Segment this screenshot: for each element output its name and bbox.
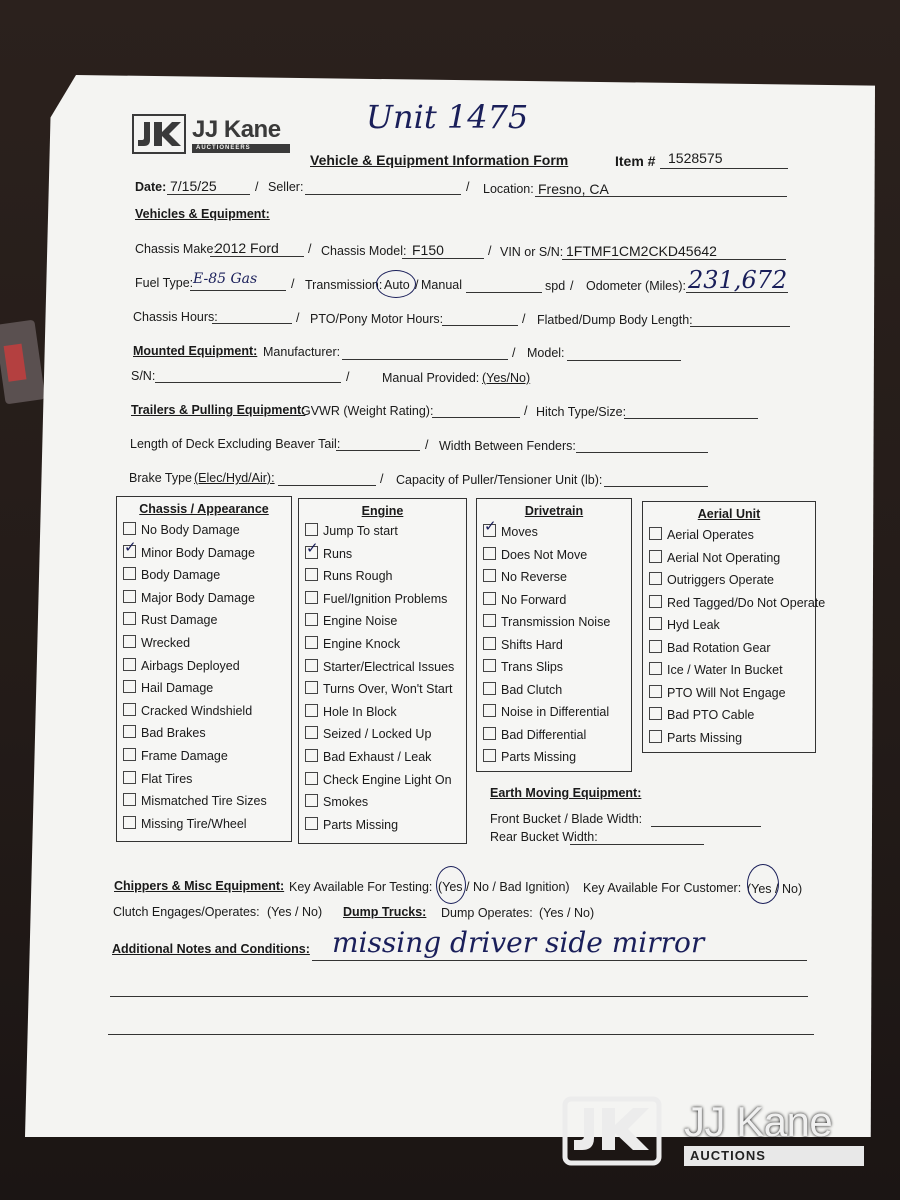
checkbox-item[interactable] — [483, 659, 563, 675]
chassis-model-value[interactable]: F150 — [412, 242, 444, 258]
checkbox-icon[interactable] — [123, 793, 136, 806]
transmission-label: Transmission: — [305, 278, 383, 292]
item-number[interactable]: 1528575 — [668, 150, 723, 166]
seller-label: Seller: — [268, 180, 304, 194]
checkbox-label: No Body Damage — [141, 523, 240, 537]
checkbox-label: Moves — [501, 525, 538, 539]
checkbox-item[interactable] — [123, 793, 267, 809]
checkbox-label: Outriggers Operate — [667, 573, 774, 587]
manual-provided-options[interactable]: (Yes/No) — [482, 371, 531, 385]
checkbox-label: Aerial Not Operating — [667, 550, 781, 565]
checkbox-item[interactable] — [649, 685, 786, 701]
checkbox-label: Bad Brakes — [141, 726, 206, 741]
aerial-unit-box — [642, 501, 826, 753]
clutch-label: Clutch Engages/Operates: — [113, 905, 260, 919]
manual-provided-label: Manual Provided: — [382, 371, 480, 385]
checkbox-icon[interactable] — [123, 567, 136, 580]
checkbox-label: Mismatched Tire Sizes — [141, 794, 267, 809]
checkbox-label: Ice / Water In Bucket — [667, 663, 783, 677]
odometer-value[interactable]: 231,672 — [688, 266, 788, 294]
drivetrain-box — [476, 498, 632, 772]
clutch-options[interactable]: (Yes / No) — [267, 905, 323, 919]
checkbox-icon[interactable] — [649, 617, 662, 630]
notes-line-3[interactable] — [108, 1034, 814, 1035]
checkbox-label: Bad Clutch — [501, 682, 563, 697]
jj-kane-watermark — [562, 1092, 872, 1172]
checkbox-label: Hole In Block — [323, 704, 397, 719]
notes-value[interactable]: missing driver side mirror — [332, 926, 705, 959]
checkbox-item[interactable] — [123, 567, 220, 583]
logo-name: JJ Kane — [192, 116, 281, 143]
checkbox-icon[interactable] — [649, 595, 662, 608]
form-title: Vehicle & Equipment Information Form — [310, 152, 569, 168]
dump-options[interactable]: (Yes / No) — [539, 906, 595, 920]
checkbox-icon[interactable] — [123, 522, 136, 535]
key-testing-label: Key Available For Testing: — [289, 880, 433, 894]
checkbox-icon[interactable] — [123, 612, 136, 625]
width-fenders-field[interactable] — [576, 452, 708, 453]
checkbox-item[interactable] — [649, 662, 783, 678]
hitch-field[interactable] — [624, 418, 758, 419]
checkbox-icon[interactable] — [305, 636, 318, 649]
checked-checkbox-icon[interactable] — [305, 546, 318, 559]
checkbox-icon[interactable] — [649, 685, 662, 698]
notes-line-2[interactable] — [110, 996, 808, 997]
checkbox-label: Turns Over, Won't Start — [323, 682, 453, 697]
checkbox-label: Noise in Differential — [501, 705, 610, 719]
yes-circle-mark — [436, 866, 466, 904]
checkbox-icon[interactable] — [649, 662, 662, 675]
checkbox-icon[interactable] — [123, 590, 136, 603]
vehicles-heading: Vehicles & Equipment: — [135, 207, 270, 221]
checkbox-item[interactable] — [483, 524, 538, 540]
checkbox-label: Trans Slips — [501, 660, 564, 674]
checkbox-item[interactable] — [649, 640, 771, 656]
key-customer-label: Key Available For Customer: — [583, 881, 742, 895]
checkbox-label: Seized / Locked Up — [323, 727, 432, 742]
spd-label: spd — [545, 279, 566, 293]
checkbox-label: PTO Will Not Engage — [667, 685, 786, 700]
checkbox-icon[interactable] — [483, 614, 496, 627]
checkbox-item[interactable] — [123, 545, 255, 561]
manufacturer-field[interactable] — [342, 359, 508, 360]
checkbox-item[interactable] — [483, 569, 567, 585]
checkbox-item[interactable] — [305, 681, 453, 697]
checkbox-item[interactable] — [483, 614, 610, 630]
checkbox-label: Rust Damage — [141, 613, 218, 628]
checkbox-item[interactable] — [483, 547, 587, 563]
checkbox-label: Does Not Move — [501, 547, 588, 562]
checkbox-label: Missing Tire/Wheel — [141, 816, 247, 831]
checkbox-item[interactable] — [483, 727, 586, 743]
checkbox-item[interactable] — [649, 527, 754, 543]
checkbox-icon[interactable] — [123, 725, 136, 738]
model-field[interactable] — [567, 360, 681, 361]
checkbox-item[interactable] — [305, 794, 368, 810]
checkbox-icon[interactable] — [483, 547, 496, 560]
checkbox-label: No Reverse — [501, 570, 567, 584]
odometer-label: Odometer (Miles): — [586, 279, 687, 293]
logo-sub: AUCTIONEERS — [192, 144, 290, 153]
date-label: Date: — [135, 180, 167, 194]
checkbox-item[interactable] — [305, 636, 400, 652]
auto-circle-mark — [376, 270, 416, 298]
checkbox-item[interactable] — [123, 522, 240, 538]
checkbox-item[interactable] — [305, 523, 398, 539]
checkbox-icon[interactable] — [649, 572, 662, 585]
gvwr-field[interactable] — [432, 417, 520, 418]
chassis-hours-label: Chassis Hours: — [133, 310, 218, 324]
checkbox-icon[interactable] — [649, 550, 662, 563]
dump-label: Dump Operates: — [441, 906, 533, 920]
brake-label: Brake Type — [129, 471, 193, 485]
checkbox-icon[interactable] — [483, 637, 496, 650]
checkbox-icon[interactable] — [305, 591, 318, 604]
checked-checkbox-icon[interactable] — [123, 545, 136, 558]
watermark-name: JJ Kane — [684, 1098, 833, 1145]
checkbox-label: Red Tagged/Do Not Operate — [667, 595, 826, 610]
checkbox-item[interactable] — [123, 771, 192, 787]
checkbox-icon[interactable] — [305, 772, 318, 785]
checkbox-item[interactable] — [305, 613, 397, 629]
front-bucket-label: Front Bucket / Blade Width: — [490, 812, 643, 826]
chassis-box-title: Chassis / Appearance — [139, 502, 269, 516]
checkbox-item[interactable] — [649, 572, 774, 588]
hitch-label: Hitch Type/Size: — [536, 405, 627, 419]
seller-field[interactable] — [305, 194, 461, 195]
drivetrain-box-title: Drivetrain — [524, 504, 584, 518]
checkbox-label: Jump To start — [323, 524, 398, 538]
watermark-sub: AUCTIONS — [684, 1146, 864, 1166]
checkbox-icon[interactable] — [305, 568, 318, 581]
transmission-auto[interactable]: Auto — [384, 278, 410, 292]
checkbox-label: Bad PTO Cable — [667, 708, 755, 722]
jk-watermark-icon — [562, 1096, 662, 1166]
checkbox-item[interactable] — [649, 595, 825, 611]
checkbox-label: Runs Rough — [323, 569, 393, 584]
checkbox-icon[interactable] — [305, 613, 318, 626]
checkbox-item[interactable] — [123, 703, 252, 719]
checkbox-item[interactable] — [305, 546, 352, 562]
vin-value[interactable]: 1FTMF1CM2CKD45642 — [566, 243, 717, 259]
capacity-label: Capacity of Puller/Tensioner Unit (lb): — [396, 473, 603, 487]
checkbox-icon[interactable] — [649, 730, 662, 743]
checkbox-icon[interactable] — [483, 704, 496, 717]
checkbox-label: Smokes — [323, 795, 369, 810]
checkbox-label: Check Engine Light On — [323, 772, 452, 787]
deck-label: Length of Deck Excluding Beaver Tail: — [130, 437, 341, 451]
checkbox-item[interactable] — [649, 617, 720, 633]
checkbox-label: Parts Missing — [501, 750, 577, 764]
checkbox-label: Flat Tires — [141, 771, 193, 786]
location-value[interactable]: Fresno, CA — [538, 181, 609, 197]
checkbox-label: Fuel/Ignition Problems — [323, 591, 448, 606]
checkbox-item[interactable] — [123, 748, 228, 764]
chippers-heading: Chippers & Misc Equipment: — [114, 879, 285, 893]
fuel-value[interactable]: E-85 Gas — [193, 271, 258, 287]
aerial-box-title: Aerial Unit — [697, 507, 761, 521]
checkbox-label: Parts Missing — [323, 817, 399, 832]
checkbox-label: Transmission Noise — [501, 615, 611, 629]
checkbox-icon[interactable] — [483, 682, 496, 695]
checkbox-item[interactable] — [649, 730, 742, 746]
checkbox-icon[interactable] — [305, 749, 318, 762]
checkbox-item[interactable] — [483, 637, 563, 653]
key-customer-options[interactable]: (Yes / No) — [747, 882, 803, 896]
checkbox-label: Shifts Hard — [501, 637, 563, 652]
checkbox-icon[interactable] — [483, 659, 496, 672]
checkbox-item[interactable] — [483, 682, 562, 698]
checkbox-icon[interactable] — [305, 659, 318, 672]
jj-kane-logo — [132, 114, 292, 160]
fuel-label: Fuel Type: — [135, 276, 194, 290]
unit-note: Unit 1475 — [366, 98, 529, 136]
checkbox-icon[interactable] — [123, 635, 136, 648]
width-fenders-label: Width Between Fenders: — [439, 439, 576, 453]
chassis-appearance-box — [116, 496, 292, 842]
engine-box-title: Engine — [361, 504, 404, 518]
front-bucket-field[interactable] — [651, 826, 761, 827]
flatbed-field[interactable] — [690, 326, 790, 327]
checkbox-icon[interactable] — [305, 523, 318, 536]
checkbox-item[interactable] — [305, 749, 431, 765]
checkbox-item[interactable] — [305, 659, 454, 675]
chassis-make-label: Chassis Make: — [135, 242, 217, 256]
manufacturer-label: Manufacturer: — [263, 345, 341, 359]
checkbox-item[interactable] — [305, 817, 398, 833]
sn-field[interactable] — [155, 382, 341, 383]
chassis-model-label: Chassis Model: — [321, 244, 407, 258]
checkbox-icon[interactable] — [123, 703, 136, 716]
checkbox-label: Hyd Leak — [667, 618, 720, 632]
checkbox-label: No Forward — [501, 592, 567, 607]
checkbox-label: Frame Damage — [141, 749, 228, 763]
checkbox-label: Engine Knock — [323, 637, 401, 651]
checkbox-icon[interactable] — [305, 704, 318, 717]
checkbox-label: Wrecked — [141, 636, 191, 650]
checkbox-icon[interactable] — [483, 727, 496, 740]
checkbox-item[interactable] — [483, 592, 566, 608]
flatbed-label: Flatbed/Dump Body Length: — [537, 313, 693, 327]
checkbox-icon[interactable] — [123, 658, 136, 671]
capacity-field[interactable] — [604, 486, 708, 487]
pto-hours-field[interactable] — [442, 325, 518, 326]
checkbox-item[interactable] — [123, 612, 217, 628]
rear-bucket-label: Rear Bucket Width: — [490, 830, 598, 844]
checkbox-label: Parts Missing — [667, 730, 743, 745]
checkbox-icon[interactable] — [123, 748, 136, 761]
checkbox-icon[interactable] — [483, 569, 496, 582]
pto-hours-label: PTO/Pony Motor Hours: — [310, 312, 444, 326]
checkbox-item[interactable] — [305, 591, 447, 607]
checkbox-label: Bad Exhaust / Leak — [323, 750, 432, 764]
checkbox-label: Cracked Windshield — [141, 703, 253, 718]
trailers-heading: Trailers & Pulling Equipment: — [131, 403, 306, 417]
checkbox-icon[interactable] — [305, 817, 318, 830]
checkbox-label: Hail Damage — [141, 681, 214, 696]
checkbox-icon[interactable] — [649, 640, 662, 653]
chassis-hours-field[interactable] — [212, 323, 292, 324]
chassis-make-value[interactable]: 2012 Ford — [215, 240, 279, 256]
checkbox-label: Airbags Deployed — [141, 658, 240, 673]
checkbox-icon[interactable] — [305, 681, 318, 694]
checkbox-item[interactable] — [649, 707, 754, 723]
checkbox-item[interactable] — [123, 725, 206, 741]
location-label: Location: — [483, 182, 534, 196]
dump-heading: Dump Trucks: — [343, 905, 427, 919]
checkbox-label: Runs — [323, 546, 353, 561]
checkbox-item[interactable] — [123, 658, 240, 674]
checkbox-icon[interactable] — [649, 527, 662, 540]
checkbox-item[interactable] — [123, 816, 247, 832]
checkbox-item[interactable] — [123, 635, 190, 651]
rear-bucket-field[interactable] — [570, 844, 704, 845]
checkbox-icon[interactable] — [123, 680, 136, 693]
checkbox-icon[interactable] — [305, 794, 318, 807]
model-label: Model: — [527, 346, 565, 360]
deck-field[interactable] — [336, 450, 420, 451]
checkbox-label: Minor Body Damage — [141, 545, 255, 560]
checkbox-icon[interactable] — [483, 749, 496, 762]
checkbox-label: Major Body Damage — [141, 590, 255, 605]
checkbox-item[interactable] — [483, 704, 609, 720]
checkbox-item[interactable] — [305, 726, 431, 742]
checkbox-item[interactable] — [649, 550, 780, 566]
checkbox-label: Aerial Operates — [667, 528, 754, 542]
checked-checkbox-icon[interactable] — [483, 524, 496, 537]
brake-options[interactable]: (Elec/Hyd/Air): — [194, 471, 275, 485]
checkbox-item[interactable] — [305, 772, 452, 788]
checkbox-label: Bad Differential — [501, 727, 587, 742]
checkbox-icon[interactable] — [305, 726, 318, 739]
transmission-manual[interactable]: Manual — [421, 278, 462, 292]
checkbox-icon[interactable] — [649, 707, 662, 720]
checkbox-label: Bad Rotation Gear — [667, 640, 771, 655]
checkbox-item[interactable] — [305, 704, 397, 720]
checkbox-icon[interactable] — [123, 771, 136, 784]
date-value[interactable]: 7/15/25 — [170, 178, 217, 194]
checkbox-label: Body Damage — [141, 568, 221, 583]
checkbox-label: Engine Noise — [323, 614, 398, 629]
checkbox-icon[interactable] — [123, 816, 136, 829]
mounted-heading: Mounted Equipment: — [133, 344, 258, 358]
key-testing-options[interactable]: (Yes / No / Bad Ignition) — [438, 880, 570, 894]
checkbox-label: Starter/Electrical Issues — [323, 659, 455, 674]
sn-label: S/N: — [131, 369, 156, 383]
yes-customer-circle-mark — [747, 864, 779, 904]
checkbox-icon[interactable] — [483, 592, 496, 605]
checkbox-item[interactable] — [483, 749, 576, 765]
notes-label: Additional Notes and Conditions: — [112, 942, 310, 956]
gvwr-label: GVWR (Weight Rating): — [301, 404, 434, 418]
checkbox-item[interactable] — [123, 680, 213, 696]
jk-logo-icon — [132, 114, 186, 154]
checkbox-item[interactable] — [305, 568, 393, 584]
checkbox-item[interactable] — [123, 590, 255, 606]
engine-box — [298, 498, 467, 844]
vin-label: VIN or S/N: — [500, 245, 564, 259]
earth-heading: Earth Moving Equipment: — [490, 786, 642, 800]
item-label: Item # — [615, 153, 656, 169]
